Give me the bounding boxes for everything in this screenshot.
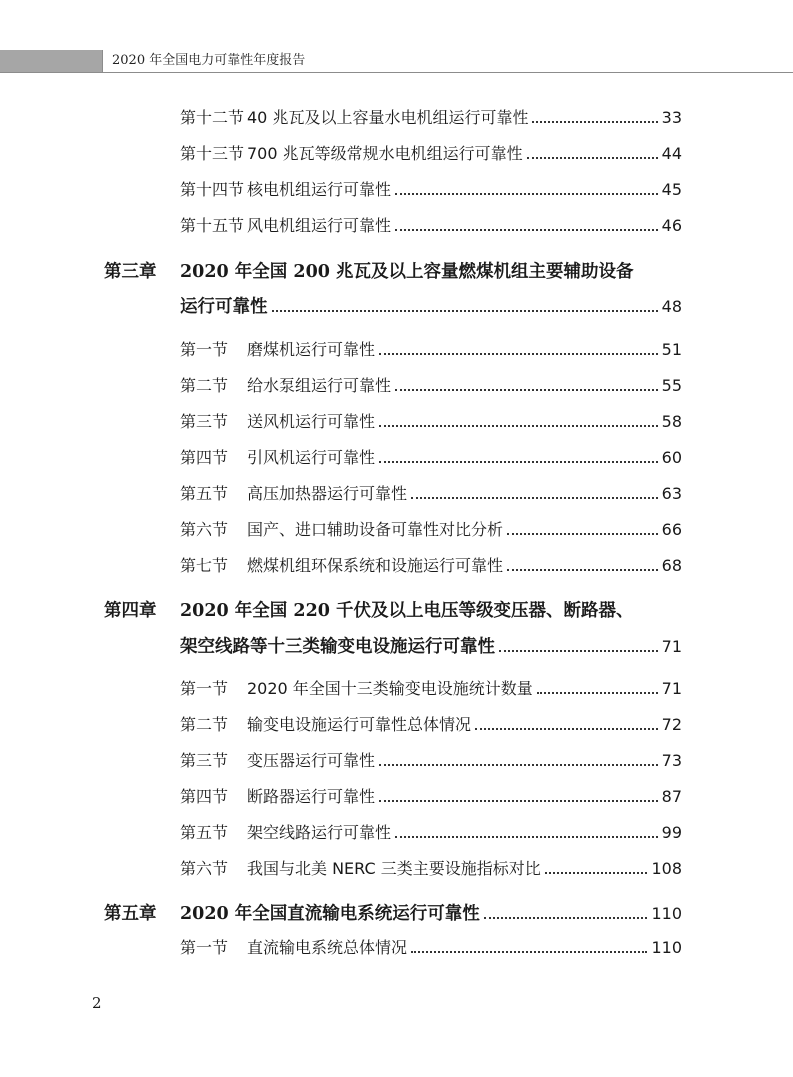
chapter-title: 2020 年全国直流输电系统运行可靠性 (180, 904, 480, 924)
section-number: 第四节 (180, 787, 229, 806)
page-ref: 60 (661, 448, 682, 467)
dot-leader (379, 352, 658, 355)
section-title: 引风机运行可靠性 (247, 448, 376, 467)
toc-entry-chapter[interactable] (104, 597, 682, 621)
chapter-number: 第五章 (104, 904, 157, 924)
section-number: 第七节 (180, 556, 229, 575)
page-ref: 66 (661, 520, 682, 539)
running-title: 2020 年全国电力可靠性年度报告 (112, 53, 306, 68)
toc-entry-chapter-continued[interactable] (180, 293, 682, 317)
page-ref: 87 (661, 787, 682, 806)
section-number: 第二节 (180, 376, 229, 395)
page-ref: 73 (661, 751, 682, 770)
toc-entry-section[interactable] (180, 517, 682, 541)
page-ref: 58 (661, 412, 682, 431)
section-number: 第一节 (180, 340, 229, 359)
page-ref: 45 (661, 180, 682, 199)
page-ref: 108 (651, 859, 682, 878)
toc-entry-section[interactable] (180, 784, 682, 808)
section-title: 给水泵组运行可靠性 (247, 376, 392, 395)
dot-leader (532, 120, 657, 123)
page-number: 2 (92, 994, 102, 1012)
dot-leader (527, 156, 658, 159)
section-number: 第十五节 (180, 216, 245, 235)
toc-entry-section[interactable] (180, 856, 682, 880)
section-number: 第五节 (180, 484, 229, 503)
dot-leader (395, 228, 658, 231)
toc-entry-section[interactable] (180, 935, 682, 959)
page-ref: 51 (661, 340, 682, 359)
dot-leader (507, 532, 658, 535)
section-title: 架空线路运行可靠性 (247, 823, 392, 842)
chapter-number: 第三章 (104, 262, 157, 282)
section-title: 变压器运行可靠性 (247, 751, 376, 770)
toc-entry-section[interactable] (180, 748, 682, 772)
dot-leader (507, 568, 658, 571)
section-number: 第六节 (180, 859, 229, 878)
page-ref: 110 (651, 904, 682, 923)
chapter-title-continued: 架空线路等十三类输变电设施运行可靠性 (180, 637, 495, 657)
chapter-title-continued: 运行可靠性 (180, 297, 268, 317)
toc-entry-section[interactable] (180, 141, 682, 165)
toc-entry-section[interactable] (180, 105, 682, 129)
section-title: 高压加热器运行可靠性 (247, 484, 408, 503)
section-number: 第十二节 (180, 108, 245, 127)
section-number: 第三节 (180, 412, 229, 431)
section-number: 第一节 (180, 938, 229, 957)
dot-leader (272, 309, 658, 312)
toc-entry-chapter[interactable] (104, 258, 682, 282)
section-number: 第十三节 (180, 144, 245, 163)
section-number: 第六节 (180, 520, 229, 539)
section-title: 风电机组运行可靠性 (247, 216, 392, 235)
section-number: 第五节 (180, 823, 229, 842)
toc-entry-section[interactable] (180, 445, 682, 469)
section-number: 第一节 (180, 679, 229, 698)
dot-leader (484, 916, 648, 919)
section-number: 第三节 (180, 751, 229, 770)
section-title: 断路器运行可靠性 (247, 787, 376, 806)
section-title: 输变电设施运行可靠性总体情况 (247, 715, 472, 734)
dot-leader (537, 691, 658, 694)
page-ref: 48 (661, 297, 682, 316)
page-ref: 99 (661, 823, 682, 842)
toc-entry-section[interactable] (180, 712, 682, 736)
toc-entry-section[interactable] (180, 676, 682, 700)
section-title: 直流输电系统总体情况 (247, 938, 408, 957)
dot-leader (395, 388, 658, 391)
page-ref: 71 (661, 637, 682, 656)
toc-entry-section[interactable] (180, 820, 682, 844)
dot-leader (379, 799, 658, 802)
toc-entry-chapter-continued[interactable] (180, 633, 682, 657)
toc-entry-chapter[interactable] (104, 900, 682, 924)
section-title: 我国与北美 NERC 三类主要设施指标对比 (247, 859, 541, 878)
dot-leader (379, 763, 658, 766)
section-title: 送风机运行可靠性 (247, 412, 376, 431)
section-title: 核电机组运行可靠性 (247, 180, 392, 199)
header-separator (102, 50, 103, 72)
dot-leader (395, 192, 658, 195)
section-number: 第四节 (180, 448, 229, 467)
page-ref: 63 (661, 484, 682, 503)
dot-leader (411, 950, 647, 953)
page-ref: 33 (661, 108, 682, 127)
dot-leader (379, 460, 658, 463)
header-band (0, 50, 102, 72)
chapter-title: 2020 年全国 200 兆瓦及以上容量燃煤机组主要辅助设备 (180, 262, 634, 282)
section-title: 磨煤机运行可靠性 (247, 340, 376, 359)
chapter-number: 第四章 (104, 601, 157, 621)
section-title: 燃煤机组环保系统和设施运行可靠性 (247, 556, 504, 575)
section-title: 国产、进口辅助设备可靠性对比分析 (247, 520, 504, 539)
section-number: 第二节 (180, 715, 229, 734)
dot-leader (545, 871, 648, 874)
page-ref: 55 (661, 376, 682, 395)
page-ref: 46 (661, 216, 682, 235)
section-title: 40 兆瓦及以上容量水电机组运行可靠性 (247, 108, 529, 127)
dot-leader (411, 496, 658, 499)
toc-entry-section[interactable] (180, 213, 682, 237)
page-ref: 71 (661, 679, 682, 698)
page-ref: 44 (661, 144, 682, 163)
header-rule (0, 72, 793, 73)
section-number: 第十四节 (180, 180, 245, 199)
page-ref: 68 (661, 556, 682, 575)
section-title: 700 兆瓦等级常规水电机组运行可靠性 (247, 144, 523, 163)
toc-entry-section[interactable] (180, 373, 682, 397)
toc-entry-section[interactable] (180, 409, 682, 433)
dot-leader (499, 649, 658, 652)
dot-leader (475, 727, 658, 730)
page-ref: 110 (651, 938, 682, 957)
toc-entry-section[interactable] (180, 337, 682, 361)
section-title: 2020 年全国十三类输变电设施统计数量 (247, 679, 533, 698)
dot-leader (379, 424, 658, 427)
toc-entry-section[interactable] (180, 481, 682, 505)
toc-entry-section[interactable] (180, 177, 682, 201)
page-ref: 72 (661, 715, 682, 734)
dot-leader (395, 835, 658, 838)
chapter-title: 2020 年全国 220 千伏及以上电压等级变压器、断路器、 (180, 601, 634, 621)
toc-entry-section[interactable] (180, 553, 682, 577)
